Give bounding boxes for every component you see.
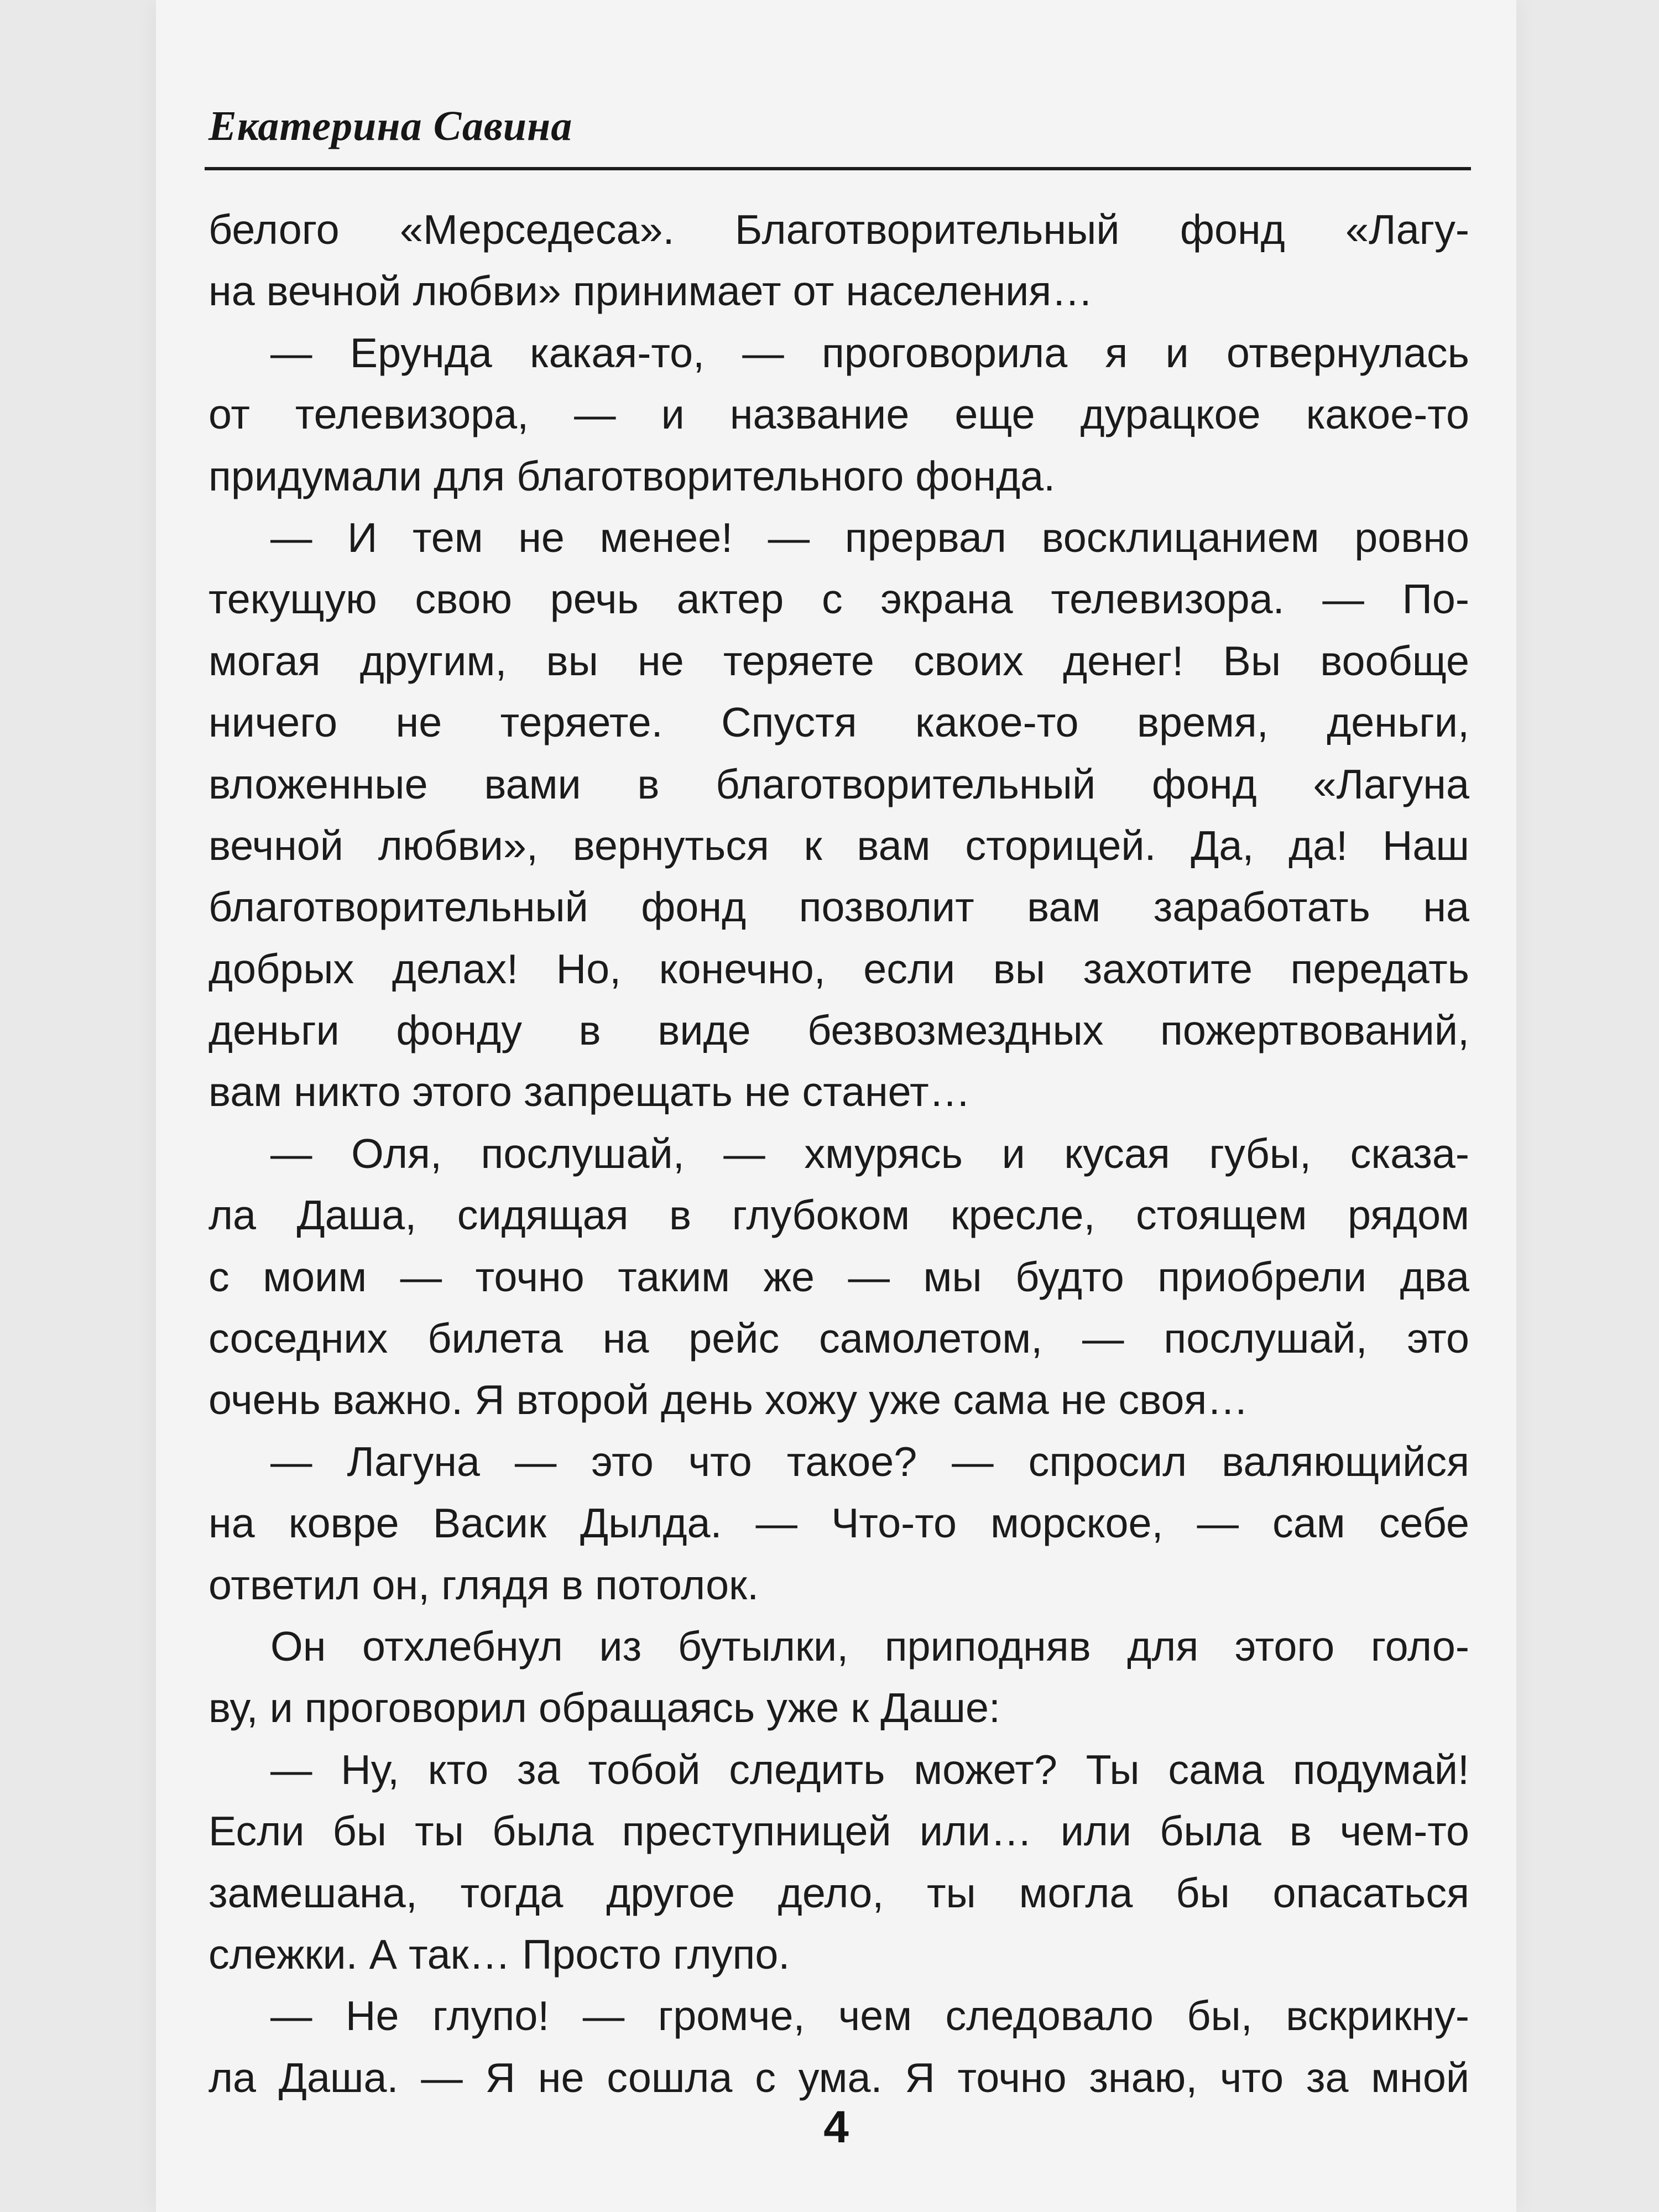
text-line: Если бы ты была преступницей или… или была в чем-то <box>208 1808 1469 1855</box>
header-rule <box>205 167 1471 170</box>
text-line: на вечной любви» принимает от населения… <box>208 268 1093 315</box>
text-line: могая другим, вы не теряете своих денег! Вы вообще <box>208 637 1469 684</box>
text-line: вложенные вами в благотворительный фонд «Лагуна <box>208 760 1469 807</box>
text-line: — Не глупо! — громче, чем следовало бы, вскрикну- <box>270 1992 1469 2039</box>
text-line: ву, и проговорил обращаясь уже к Даше: <box>208 1684 1000 1731</box>
text-line: благотворительный фонд позволит вам заработать на <box>208 884 1469 931</box>
text-line: ла Даша. — Я не сошла с ума. Я точно знаю, что за мной <box>208 2054 1469 2101</box>
text-line: текущую свою речь актер с экрана телевизора. — По- <box>208 576 1469 623</box>
text-line: вечной любви», вернуться к вам сторицей. Да, да! Наш <box>208 822 1469 869</box>
text-line: вам никто этого запрещать не станет… <box>208 1068 971 1115</box>
text-line: замешана, тогда другое дело, ты могла бы опасаться <box>208 1869 1469 1916</box>
text-line: ответил он, глядя в потолок. <box>208 1561 759 1608</box>
text-line: соседних билета на рейс самолетом, — послушай, это <box>208 1315 1469 1362</box>
book-page <box>156 0 1516 2212</box>
text-line: Он отхлебнул из бутылки, приподняв для этого голо- <box>270 1623 1469 1670</box>
text-line: деньги фонду в виде безвозмездных пожертвований, <box>208 1007 1469 1054</box>
text-line: ла Даша, сидящая в глубоком кресле, стоящем рядом <box>208 1192 1469 1239</box>
page-number: 4 <box>823 2102 849 2152</box>
text-line: придумали для благотворительного фонда. <box>208 452 1056 499</box>
text-line: с моим — точно таким же — мы будто приобрели два <box>208 1253 1469 1300</box>
text-line: — Оля, послушай, — хмурясь и кусая губы, сказа- <box>270 1130 1469 1177</box>
text-line: белого «Мерседеса». Благотворительный фонд «Лагу- <box>208 206 1469 253</box>
text-line: ничего не теряете. Спустя какое-то время, деньги, <box>208 699 1469 746</box>
text-line: слежки. А так… Просто глупо. <box>208 1931 790 1978</box>
body-text <box>208 199 1469 2109</box>
text-line: — И тем не менее! — прервал восклицанием ровно <box>270 514 1469 561</box>
text-line: добрых делах! Но, конечно, если вы захотите передать <box>208 945 1469 992</box>
running-header-author: Екатерина Савина <box>208 103 573 149</box>
text-line: очень важно. Я второй день хожу уже сама не своя… <box>208 1376 1249 1423</box>
text-line: на ковре Васик Дылда. — Что-то морское, — сам себе <box>208 1500 1469 1547</box>
text-line: — Лагуна — это что такое? — спросил валяющийся <box>270 1438 1469 1485</box>
text-line: — Ну, кто за тобой следить может? Ты сама подумай! <box>270 1746 1469 1793</box>
text-line: от телевизора, — и название еще дурацкое какое-то <box>208 391 1469 438</box>
text-line: — Ерунда какая-то, — проговорила я и отвернулась <box>270 329 1469 376</box>
